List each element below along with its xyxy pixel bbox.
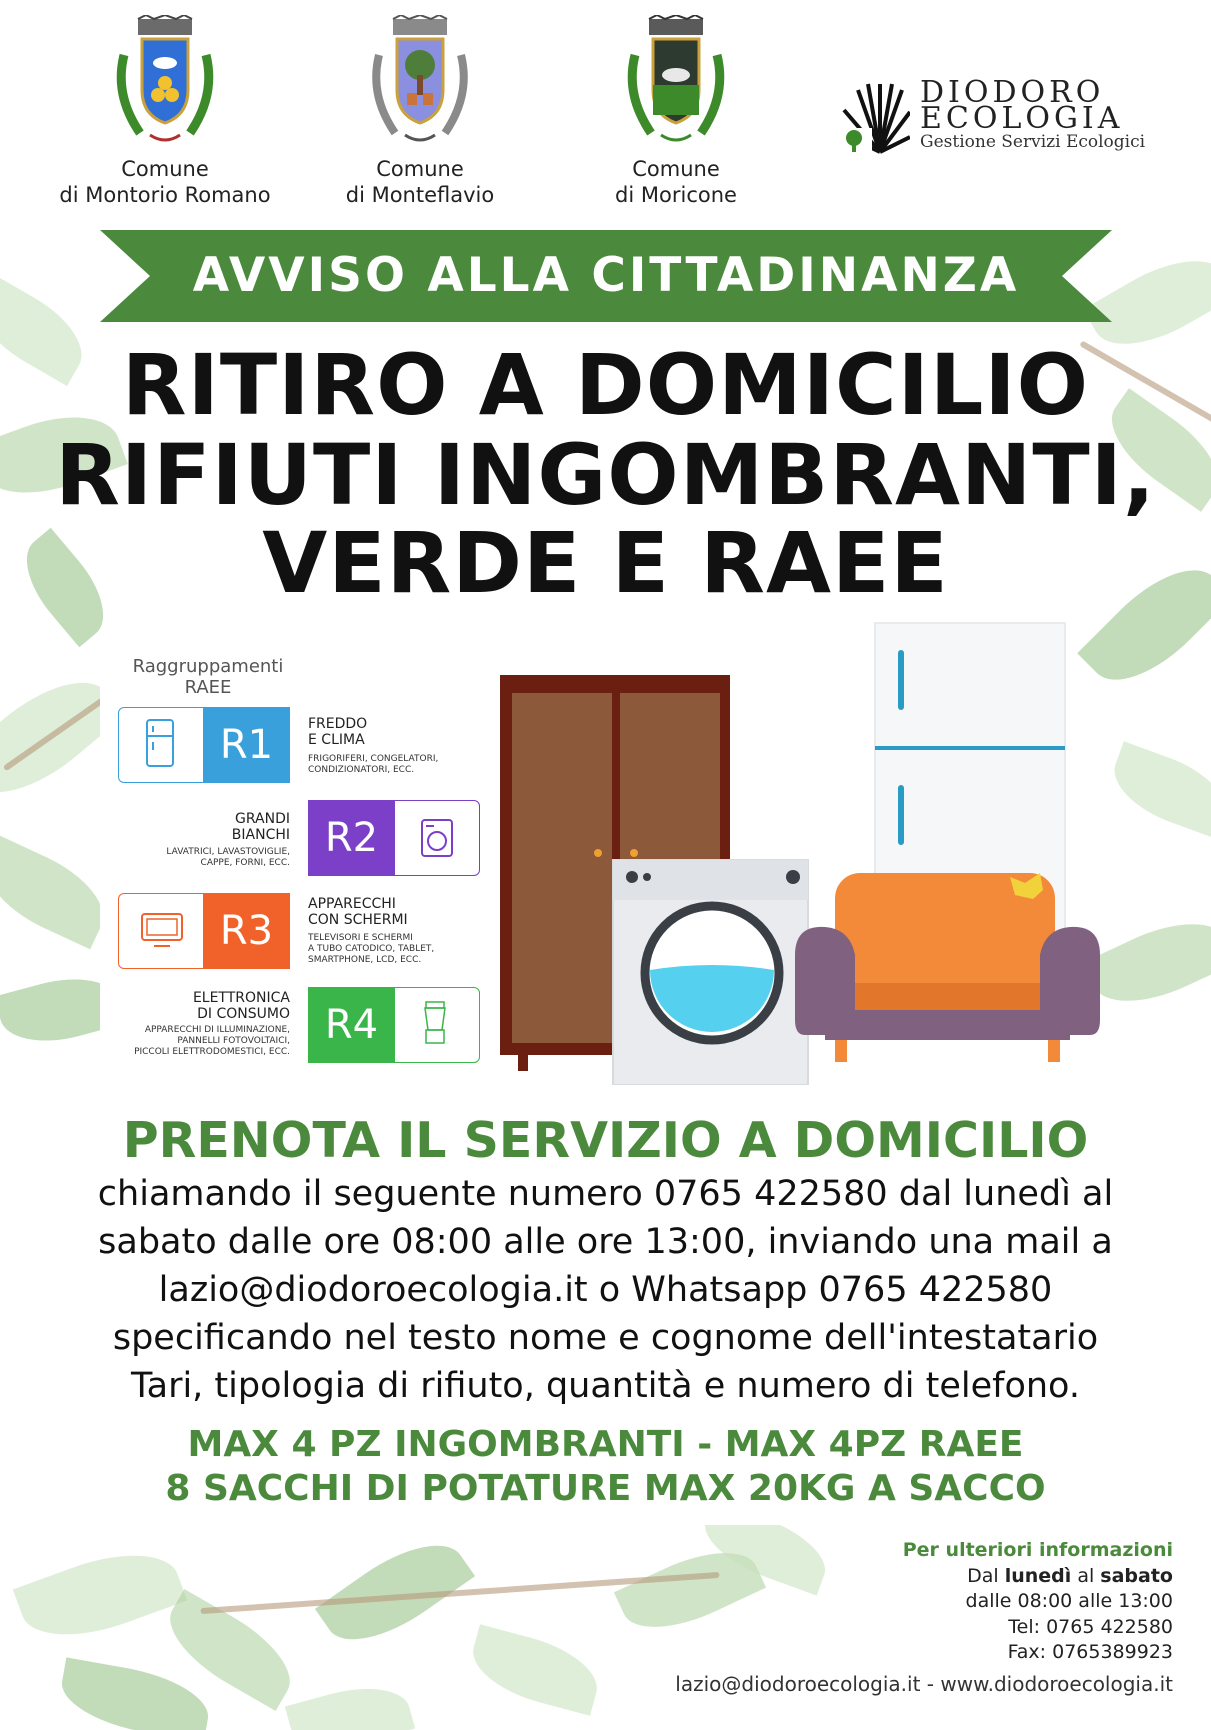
leaf-decoration [13,1535,187,1656]
fridge-icon [145,718,175,768]
crest-montorio-icon [110,15,220,150]
sofa-illustration [795,873,1100,1062]
info-heading: Per ulteriori informazioni [902,1539,1173,1561]
raee-r2-name: GRANDI BIANCHI [231,811,290,843]
bulky-waste-illustration [495,615,1135,1085]
raee-r4-name: ELETTRONICA DI CONSUMO [192,990,290,1022]
crest-monteflavio-icon [365,15,475,150]
info-fax: Fax: 0765389923 [1007,1641,1173,1663]
blender-icon [420,1000,450,1046]
crest-moricone-icon [621,15,731,150]
raee-r3-code: R3 [203,893,290,969]
notice-banner [100,230,1112,322]
brand-tagline: Gestione Servizi Ecologici [920,132,1146,152]
comune-label: Comune di Monteflavio [345,157,495,207]
comune-moricone [546,15,806,208]
comune-label: Comune di Moricone [615,157,737,207]
raee-title: Raggruppamenti RAEE [132,656,284,698]
washing-machine-illustration [613,860,808,1085]
raee-r4-desc: APPARECCHI DI ILLUMINAZIONE, PANNELLI FOTOVOLTAICI, PICCOLI ELETTRODOMESTICI, ECC. [134,1025,290,1057]
raee-r1-name: FREDDO E CLIMA [308,716,368,748]
title-line-1: RITIRO A DOMICILIO [121,336,1090,434]
info-box [753,1538,1173,1666]
booking-line: chiamando il seguente numero 0765 422580 dal lunedì al [97,1174,1114,1214]
leaf-decoration [56,1657,214,1730]
raee-r2-code: R2 [308,800,395,876]
booking-heading: PRENOTA IL SERVIZIO A DOMICILIO [122,1112,1089,1169]
raee-r1-desc: FRIGORIFERI, CONGELATORI, CONDIZIONATORI, ECC. [308,754,439,775]
brand-name-line1: DIODORO [920,75,1105,110]
limits-line-2: 8 SACCHI DI POTATURE MAX 20KG A SACCO [165,1468,1046,1509]
comune-montorio [35,15,295,208]
raee-r3-name: APPARECCHI CON SCHERMI [308,896,408,928]
title-line-3: VERDE E RAEE [262,514,949,612]
leaf-decoration [285,1675,415,1730]
booking-instructions [30,1170,1181,1410]
info-hours: dalle 08:00 alle 13:00 [965,1590,1173,1612]
booking-line: lazio@diodoroecologia.it o Whatsapp 0765 422580 [158,1270,1053,1310]
comune-label: Comune di Montorio Romano [59,157,271,207]
leaf-decoration [464,1624,605,1716]
contact-links: lazio@diodoroecologia.it - www.diodoroecologia.it [675,1672,1173,1696]
booking-line: specificando nel testo nome e cognome dell'intestatario [112,1318,1099,1358]
diodoro-ecologia-logo [840,75,1170,158]
booking-line: Tari, tipologia di rifiuto, quantità e numero di telefono. [131,1366,1080,1406]
booking-line: sabato dalle ore 08:00 alle ore 13:00, inviando una mail a [98,1222,1113,1262]
raee-r4-code: R4 [308,987,395,1063]
limits-line-1: MAX 4 PZ INGOMBRANTI - MAX 4PZ RAEE [187,1424,1024,1465]
banner-text: AVVISO ALLA CITTADINANZA [192,248,1020,303]
info-tel: Tel: 0765 422580 [1008,1615,1173,1638]
comune-monteflavio [290,15,550,208]
brand-name-line2: ECOLOGIA [920,101,1124,136]
title-line-2: RIFIUTI INGOMBRANTI, [55,426,1156,524]
sunburst-tree-icon [840,82,910,156]
raee-r2-desc: LAVATRICI, LAVASTOVIGLIE, CAPPE, FORNI, ECC. [166,847,290,868]
raee-r1-code: R1 [203,707,290,783]
info-days: Dal lunedì al sabato [967,1564,1173,1587]
tv-screen-icon [140,912,184,948]
raee-r3-desc: TELEVISORI E SCHERMI A TUBO CATODICO, TABLET, SMARTPHONE, LCD, ECC. [308,933,435,965]
washing-machine-icon [420,818,454,858]
